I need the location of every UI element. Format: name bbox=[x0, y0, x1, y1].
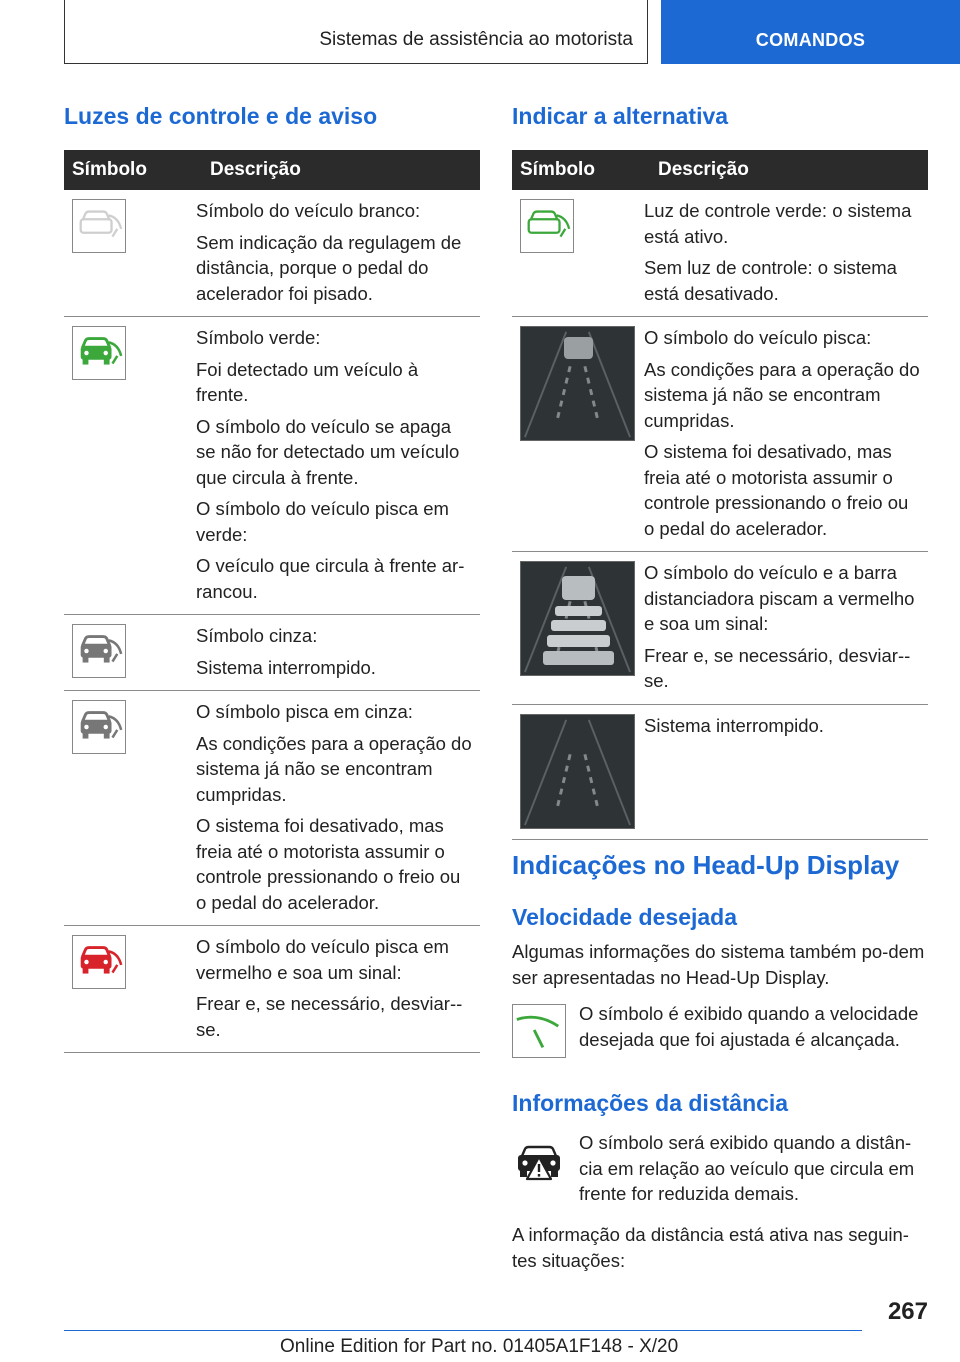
header-chapter-label: COMANDOS bbox=[755, 30, 866, 50]
table-row bbox=[512, 704, 928, 839]
header-section-title: Sistemas de assistência ao motorista bbox=[319, 29, 633, 50]
table-row bbox=[512, 190, 928, 317]
row-text: Frear e, se necessário, desviar--se. bbox=[644, 644, 911, 691]
road-display-distance-bar-icon bbox=[520, 561, 635, 676]
row-text: O sistema foi desativado, mas freia até o motorista assumir o controle pressionando o freio ou o pedal do acelerador. bbox=[196, 815, 461, 913]
row-text: Sem luz de controle: o sistema está desativado. bbox=[644, 257, 897, 304]
row-text: Sem indicação da regulagem de distância, porque o pedal do acelerador foi pisado. bbox=[196, 231, 462, 304]
control-lights-table bbox=[64, 150, 480, 1053]
row-text: As condições para a operação do sistema já não se encontram cumpridas. bbox=[644, 358, 920, 431]
row-text: Sistema interrompido. bbox=[644, 714, 824, 736]
row-text: As condições para a operação do sistema já não se encontram cumpridas. bbox=[196, 732, 472, 805]
distance-info-outro: A informação da distância está ativa nas seguin-tes situações: bbox=[512, 1224, 909, 1271]
acc-gray-blinking-vehicle-icon bbox=[72, 700, 126, 754]
row-text: Símbolo verde: bbox=[196, 327, 321, 348]
alternative-table bbox=[512, 150, 928, 840]
acc-gray-vehicle-icon bbox=[72, 624, 126, 678]
table-row bbox=[64, 190, 480, 317]
acc-red-vehicle-icon bbox=[72, 935, 126, 989]
header-chapter-tab bbox=[661, 0, 960, 64]
acc-green-control-icon bbox=[520, 199, 574, 253]
header-section-box bbox=[64, 0, 648, 64]
acc-green-vehicle-icon bbox=[72, 326, 126, 380]
footer-edition: Online Edition for Part no. 01405A1F148 - X/20 bbox=[280, 1336, 679, 1357]
control-lights-heading: Luzes de controle e de aviso bbox=[64, 103, 378, 129]
row-text: O símbolo do veículo pisca: bbox=[644, 327, 872, 348]
table-row bbox=[512, 317, 928, 552]
desired-speed-text: O símbolo é exibido quando a velocidade desejada que foi ajustada é alcançada. bbox=[579, 1003, 919, 1050]
row-text: Símbolo do veículo branco: bbox=[196, 200, 421, 221]
row-text: O veículo que circula à frente ar-rancou. bbox=[196, 555, 465, 602]
acc-white-vehicle-icon bbox=[72, 199, 126, 253]
row-text: Sistema interrompido. bbox=[196, 656, 376, 678]
row-text: O símbolo do veículo se apaga se não for detectado um veículo que circula à frente. bbox=[196, 415, 460, 488]
footer-divider bbox=[64, 1330, 862, 1331]
table-row bbox=[64, 317, 480, 615]
col-header-description: Descrição bbox=[196, 150, 480, 190]
row-text: O símbolo do veículo e a barra distanciadora piscam a vermelho e soa um sinal: bbox=[644, 562, 915, 634]
table-row bbox=[512, 552, 928, 705]
distance-warning-vehicle-icon bbox=[512, 1135, 566, 1189]
row-text: O símbolo pisca em cinza: bbox=[196, 701, 413, 722]
row-text: O símbolo do veículo pisca em verde: bbox=[196, 498, 449, 545]
col-header-description: Descrição bbox=[644, 150, 928, 190]
alternative-heading: Indicar a alternativa bbox=[512, 103, 729, 129]
hud-speed-reached-icon bbox=[512, 1004, 566, 1058]
desired-speed-heading: Velocidade desejada bbox=[512, 904, 738, 930]
table-row bbox=[64, 926, 480, 1053]
desired-speed-intro: Algumas informações do sistema também po-dem ser apresentadas no Head-Up Display. bbox=[512, 941, 925, 988]
page-number: 267 bbox=[887, 1298, 928, 1325]
row-text: O sistema foi desativado, mas freia até o motorista assumir o controle pressionando o freio ou o pedal do acelerador. bbox=[644, 441, 909, 539]
road-display-vehicle-icon bbox=[520, 326, 635, 441]
row-text: Foi detectado um veículo à frente. bbox=[196, 358, 419, 405]
row-text: Luz de controle verde: o sistema está ativo. bbox=[644, 200, 912, 247]
col-header-symbol: Símbolo bbox=[64, 150, 196, 190]
distance-info-text: O símbolo será exibido quando a distân-cia em relação ao veículo que circula em frente for reduzida demais. bbox=[579, 1132, 915, 1204]
distance-info-heading: Informações da distância bbox=[512, 1090, 789, 1116]
table-row bbox=[64, 691, 480, 926]
road-display-empty-icon bbox=[520, 714, 635, 829]
row-text: O símbolo do veículo pisca em vermelho e soa um sinal: bbox=[196, 936, 449, 983]
col-header-symbol: Símbolo bbox=[512, 150, 644, 190]
hud-heading: Indicações no Head-Up Display bbox=[512, 850, 900, 880]
row-text: Símbolo cinza: bbox=[196, 625, 318, 646]
row-text: Frear e, se necessário, desviar--se. bbox=[196, 993, 463, 1040]
table-row bbox=[64, 615, 480, 691]
